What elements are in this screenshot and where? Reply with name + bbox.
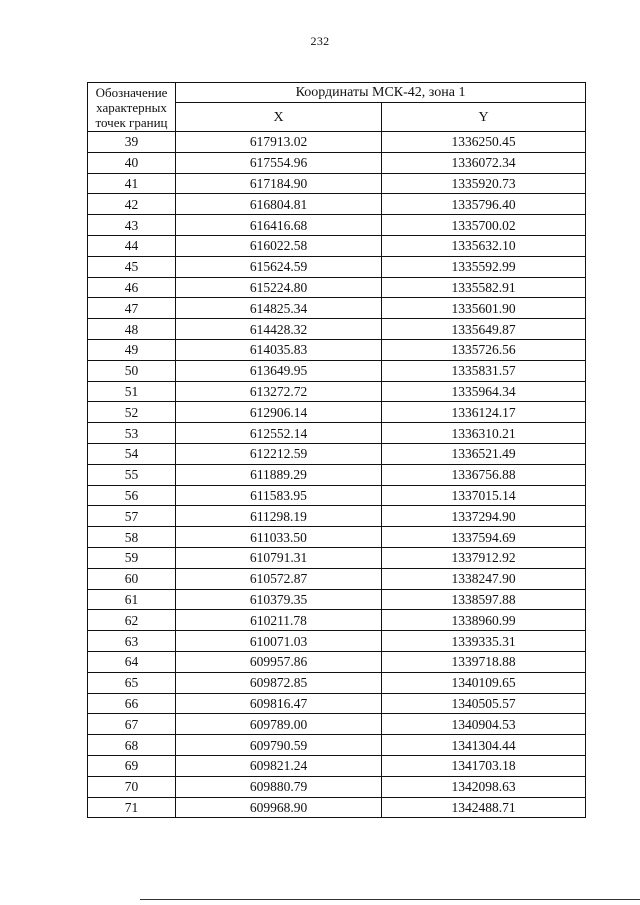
y-coordinate-cell: 1335582.91 <box>382 277 586 298</box>
x-coordinate-cell: 616804.81 <box>176 194 382 215</box>
table-row <box>88 381 586 402</box>
y-coordinate-cell: 1337015.14 <box>382 485 586 506</box>
y-coordinate-cell: 1337912.92 <box>382 547 586 568</box>
point-number-cell: 60 <box>88 568 176 589</box>
x-coordinate-cell: 610791.31 <box>176 547 382 568</box>
y-coordinate-cell: 1335796.40 <box>382 194 586 215</box>
point-number-cell: 59 <box>88 547 176 568</box>
x-coordinate-cell: 609790.59 <box>176 735 382 756</box>
x-coordinate-cell: 610379.35 <box>176 589 382 610</box>
point-number-cell: 67 <box>88 714 176 735</box>
table-row <box>88 485 586 506</box>
x-coordinate-cell: 615224.80 <box>176 277 382 298</box>
point-number-cell: 66 <box>88 693 176 714</box>
x-coordinate-cell: 617184.90 <box>176 173 382 194</box>
y-coordinate-cell: 1338597.88 <box>382 589 586 610</box>
y-coordinate-cell: 1335700.02 <box>382 215 586 236</box>
table-row <box>88 173 586 194</box>
table-row <box>88 631 586 652</box>
y-coordinate-cell: 1340904.53 <box>382 714 586 735</box>
x-coordinate-cell: 612212.59 <box>176 443 382 464</box>
table-row <box>88 423 586 444</box>
y-column-header: Y <box>382 103 586 132</box>
table-row <box>88 464 586 485</box>
coordinates-system-header: Координаты МСК-42, зона 1 <box>176 83 586 103</box>
y-coordinate-cell: 1339335.31 <box>382 631 586 652</box>
y-coordinate-cell: 1335632.10 <box>382 235 586 256</box>
table-row <box>88 589 586 610</box>
x-coordinate-cell: 609968.90 <box>176 797 382 818</box>
x-coordinate-cell: 613649.95 <box>176 360 382 381</box>
point-number-cell: 45 <box>88 256 176 277</box>
y-coordinate-cell: 1336310.21 <box>382 423 586 444</box>
table-row <box>88 443 586 464</box>
y-coordinate-cell: 1335831.57 <box>382 360 586 381</box>
point-number-cell: 61 <box>88 589 176 610</box>
x-coordinate-cell: 611298.19 <box>176 506 382 527</box>
point-number-cell: 54 <box>88 443 176 464</box>
x-coordinate-cell: 609957.86 <box>176 651 382 672</box>
x-coordinate-cell: 612552.14 <box>176 423 382 444</box>
x-coordinate-cell: 609872.85 <box>176 672 382 693</box>
point-number-cell: 56 <box>88 485 176 506</box>
point-number-cell: 64 <box>88 651 176 672</box>
table-row <box>88 797 586 818</box>
y-coordinate-cell: 1336756.88 <box>382 464 586 485</box>
table-row <box>88 776 586 797</box>
x-coordinate-cell: 610071.03 <box>176 631 382 652</box>
table-row <box>88 215 586 236</box>
table-body <box>88 132 586 818</box>
y-coordinate-cell: 1337294.90 <box>382 506 586 527</box>
x-coordinate-cell: 616416.68 <box>176 215 382 236</box>
point-number-cell: 58 <box>88 527 176 548</box>
x-coordinate-cell: 616022.58 <box>176 235 382 256</box>
point-number-cell: 51 <box>88 381 176 402</box>
table-row <box>88 256 586 277</box>
table-row <box>88 527 586 548</box>
y-coordinate-cell: 1338247.90 <box>382 568 586 589</box>
point-label-header: Обозначение характерных точек границ <box>88 83 176 132</box>
point-number-cell: 57 <box>88 506 176 527</box>
y-coordinate-cell: 1335592.99 <box>382 256 586 277</box>
point-number-cell: 69 <box>88 755 176 776</box>
table-row <box>88 298 586 319</box>
y-coordinate-cell: 1335649.87 <box>382 319 586 340</box>
x-coordinate-cell: 611889.29 <box>176 464 382 485</box>
table-row <box>88 610 586 631</box>
y-coordinate-cell: 1336250.45 <box>382 132 586 153</box>
y-coordinate-cell: 1338960.99 <box>382 610 586 631</box>
point-number-cell: 68 <box>88 735 176 756</box>
table-row <box>88 235 586 256</box>
page-number: 232 <box>310 34 330 48</box>
point-number-cell: 62 <box>88 610 176 631</box>
point-number-cell: 49 <box>88 339 176 360</box>
y-coordinate-cell: 1335601.90 <box>382 298 586 319</box>
y-coordinate-cell: 1340109.65 <box>382 672 586 693</box>
y-coordinate-cell: 1335964.34 <box>382 381 586 402</box>
point-number-cell: 63 <box>88 631 176 652</box>
point-number-cell: 65 <box>88 672 176 693</box>
table-row <box>88 693 586 714</box>
point-number-cell: 50 <box>88 360 176 381</box>
x-coordinate-cell: 609789.00 <box>176 714 382 735</box>
point-number-cell: 41 <box>88 173 176 194</box>
table-row <box>88 506 586 527</box>
table-row <box>88 402 586 423</box>
point-number-cell: 53 <box>88 423 176 444</box>
point-number-cell: 44 <box>88 235 176 256</box>
y-coordinate-cell: 1335726.56 <box>382 339 586 360</box>
point-number-cell: 70 <box>88 776 176 797</box>
point-number-cell: 48 <box>88 319 176 340</box>
point-number-cell: 71 <box>88 797 176 818</box>
x-coordinate-cell: 614825.34 <box>176 298 382 319</box>
y-coordinate-cell: 1336072.34 <box>382 152 586 173</box>
point-number-cell: 40 <box>88 152 176 173</box>
y-coordinate-cell: 1336124.17 <box>382 402 586 423</box>
x-coordinate-cell: 614428.32 <box>176 319 382 340</box>
x-coordinate-cell: 610572.87 <box>176 568 382 589</box>
table-row <box>88 735 586 756</box>
x-column-header: X <box>176 103 382 132</box>
table-row <box>88 755 586 776</box>
coordinates-table <box>87 82 586 818</box>
y-coordinate-cell: 1336521.49 <box>382 443 586 464</box>
table-row <box>88 152 586 173</box>
point-number-cell: 55 <box>88 464 176 485</box>
y-coordinate-cell: 1342098.63 <box>382 776 586 797</box>
table-row <box>88 547 586 568</box>
y-coordinate-cell: 1339718.88 <box>382 651 586 672</box>
x-coordinate-cell: 613272.72 <box>176 381 382 402</box>
x-coordinate-cell: 615624.59 <box>176 256 382 277</box>
point-number-cell: 47 <box>88 298 176 319</box>
y-coordinate-cell: 1337594.69 <box>382 527 586 548</box>
y-coordinate-cell: 1341304.44 <box>382 735 586 756</box>
y-coordinate-cell: 1340505.57 <box>382 693 586 714</box>
x-coordinate-cell: 612906.14 <box>176 402 382 423</box>
table-row <box>88 277 586 298</box>
x-coordinate-cell: 610211.78 <box>176 610 382 631</box>
table-row <box>88 360 586 381</box>
table-row <box>88 672 586 693</box>
bottom-edge-line <box>140 899 640 900</box>
x-coordinate-cell: 617554.96 <box>176 152 382 173</box>
point-number-cell: 42 <box>88 194 176 215</box>
x-coordinate-cell: 609821.24 <box>176 755 382 776</box>
table-row <box>88 568 586 589</box>
table-row <box>88 319 586 340</box>
table-row <box>88 651 586 672</box>
x-coordinate-cell: 609816.47 <box>176 693 382 714</box>
table-row <box>88 132 586 153</box>
x-coordinate-cell: 611583.95 <box>176 485 382 506</box>
point-number-cell: 46 <box>88 277 176 298</box>
point-number-cell: 39 <box>88 132 176 153</box>
table-row <box>88 194 586 215</box>
table-row <box>88 714 586 735</box>
point-number-cell: 52 <box>88 402 176 423</box>
x-coordinate-cell: 611033.50 <box>176 527 382 548</box>
y-coordinate-cell: 1341703.18 <box>382 755 586 776</box>
x-coordinate-cell: 609880.79 <box>176 776 382 797</box>
y-coordinate-cell: 1342488.71 <box>382 797 586 818</box>
x-coordinate-cell: 617913.02 <box>176 132 382 153</box>
y-coordinate-cell: 1335920.73 <box>382 173 586 194</box>
x-coordinate-cell: 614035.83 <box>176 339 382 360</box>
table-row <box>88 339 586 360</box>
point-number-cell: 43 <box>88 215 176 236</box>
